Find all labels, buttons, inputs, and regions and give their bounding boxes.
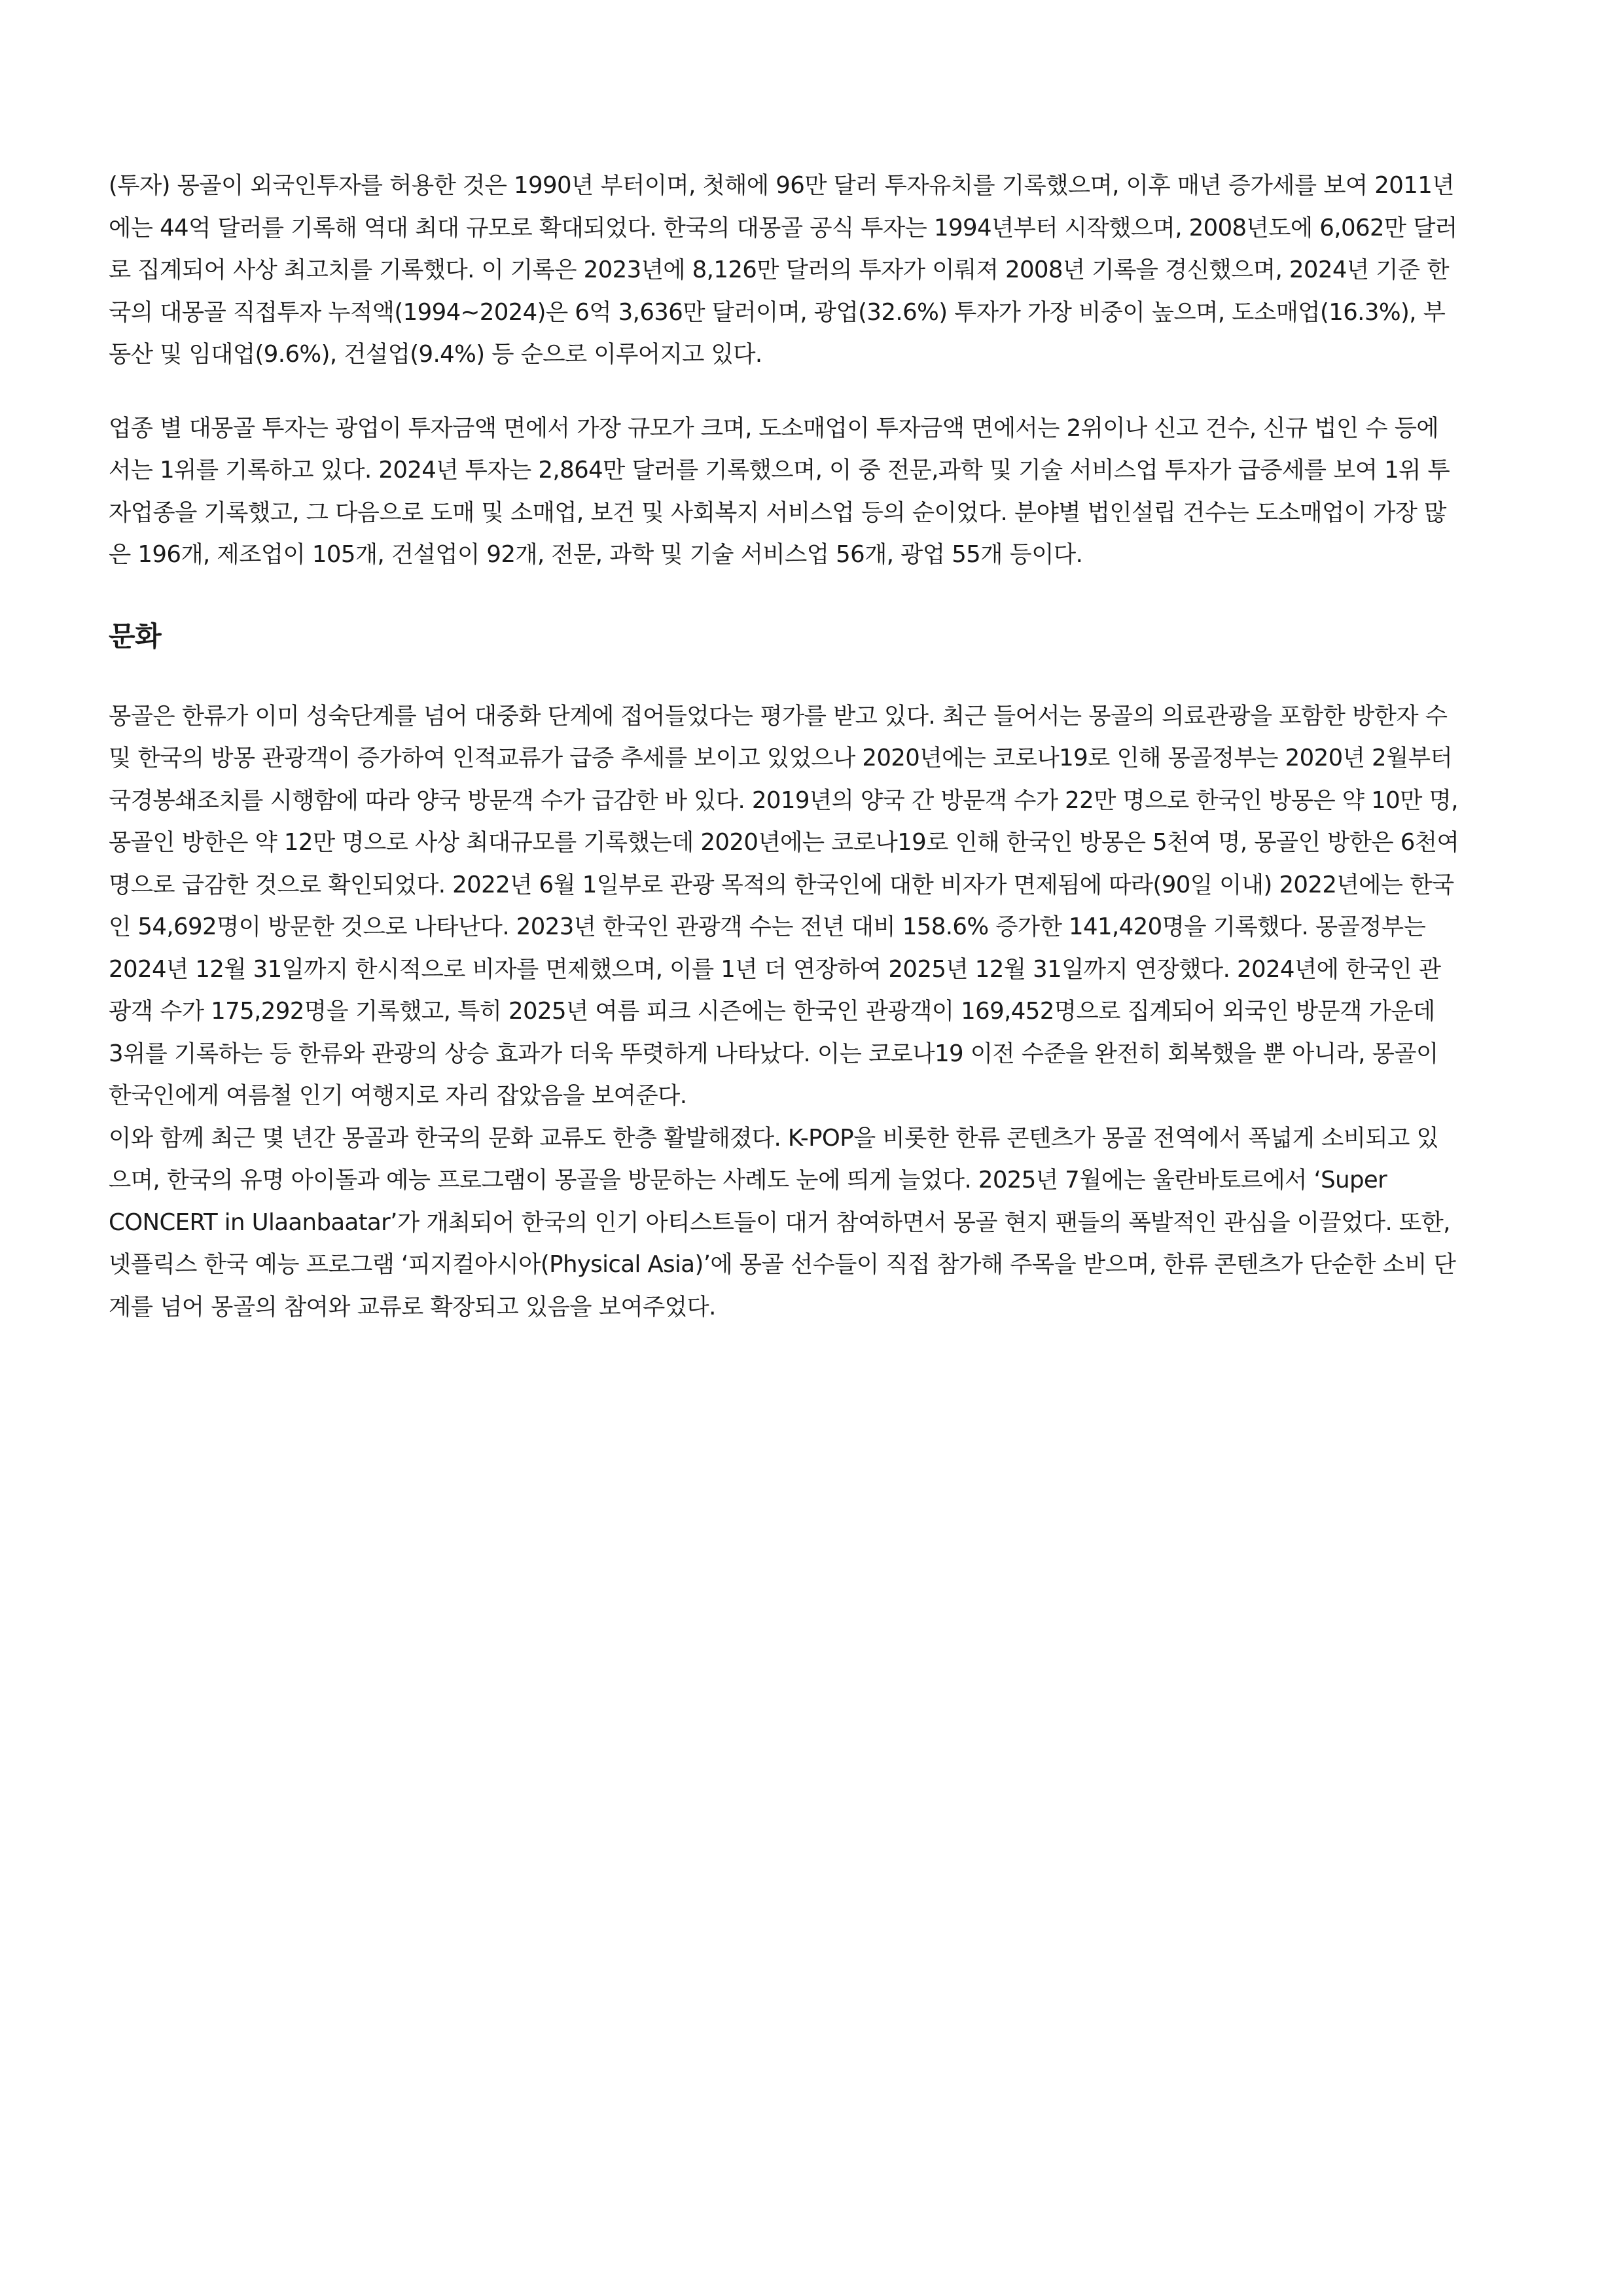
text-line: 은 196개, 제조업이 105개, 건설업이 92개, 전문, 과학 및 기술 서비스업 56개, 광업 55개 등이다.	[109, 541, 1083, 568]
text-line: 국의 대몽골 직접투자 누적액(1994~2024)은 6억 3,636만 달러이며, 광업(32.6%) 투자가 가장 비중이 높으며, 도소매업(16.3%), 부	[109, 298, 1446, 326]
text-line: 계를 넘어 몽골의 참여와 교류로 확장되고 있음을 보여주었다.	[109, 1293, 716, 1320]
text-line: 및 한국의 방몽 관광객이 증가하여 인적교류가 급증 추세를 보이고 있었으나 2020년에는 코로나19로 인해 몽골정부는 2020년 2월부터	[109, 745, 1453, 771]
text-line: 3위를 기록하는 등 한류와 관광의 상승 효과가 더욱 뚜렷하게 나타났다. 이는 코로나19 이전 수준을 완전히 회복했을 뿐 아니라, 몽골이	[109, 1040, 1438, 1067]
text-line: 명으로 급감한 것으로 확인되었다. 2022년 6월 1일부로 관광 목적의 한국인에 대한 비자가 면제됨에 따라(90일 이내) 2022년에는 한국	[109, 871, 1454, 898]
investment-paragraph-1	[109, 165, 1516, 376]
text-line: 에는 44억 달러를 기록해 역대 최대 규모로 확대되었다. 한국의 대몽골 공식 투자는 1994년부터 시작했으며, 2008년도에 6,062만 달러	[109, 214, 1457, 241]
text-line: 이와 함께 최근 몇 년간 몽골과 한국의 문화 교류도 한층 활발해졌다. K-POP을 비롯한 한류 콘텐츠가 몽골 전역에서 폭넓게 소비되고 있	[109, 1124, 1439, 1152]
text-line: 국경봉쇄조치를 시행함에 따라 양국 방문객 수가 급감한 바 있다. 2019년의 양국 간 방문객 수가 22만 명으로 한국인 방몽은 약 10만 명,	[109, 786, 1458, 814]
document-page	[109, 165, 1516, 1328]
investment-paragraph-2	[109, 408, 1516, 576]
text-line: 으며, 한국의 유명 아이돌과 예능 프로그램이 몽골을 방문하는 사례도 눈에 띄게 늘었다. 2025년 7월에는 울란바토르에서 ‘Super	[109, 1167, 1387, 1193]
culture-paragraph-1	[109, 696, 1516, 1118]
culture-heading: 문화	[109, 620, 162, 652]
text-line: 한국인에게 여름철 인기 여행지로 자리 잡았음을 보여준다.	[109, 1082, 687, 1109]
text-line: 인 54,692명이 방문한 것으로 나타난다. 2023년 한국인 관광객 수는 전년 대비 158.6% 증가한 141,420명을 기록했다. 몽골정부는	[109, 913, 1426, 940]
text-line: 넷플릭스 한국 예능 프로그램 ‘피지컬아시아(Physical Asia)’에 몽골 선수들이 직접 참가해 주목을 받으며, 한류 콘텐츠가 단순한 소비 단	[109, 1251, 1456, 1278]
text-line: 2024년 12월 31일까지 한시적으로 비자를 면제했으며, 이를 1년 더 연장하여 2025년 12월 31일까지 연장했다. 2024년에 한국인 관	[109, 955, 1441, 983]
text-line: 광객 수가 175,292명을 기록했고, 특히 2025년 여름 피크 시즌에는 한국인 관광객이 169,452명으로 집계되어 외국인 방문객 가운데	[109, 998, 1435, 1025]
text-line: 동산 및 임대업(9.6%), 건설업(9.4%) 등 순으로 이루어지고 있다.	[109, 341, 762, 368]
text-line: (투자) 몽골이 외국인투자를 허용한 것은 1990년 부터이며, 첫해에 96만 달러 투자유치를 기록했으며, 이후 매년 증가세를 보여 2011년	[109, 172, 1454, 199]
text-line: 몽골인 방한은 약 12만 명으로 사상 최대규모를 기록했는데 2020년에는 코로나19로 인해 한국인 방몽은 5천여 명, 몽골인 방한은 6천여	[109, 829, 1459, 856]
text-line: CONCERT in Ulaanbaatar’가 개최되어 한국의 인기 아티스트들이 대거 참여하면서 몽골 현지 팬들의 폭발적인 관심을 이끌었다. 또한,	[109, 1209, 1450, 1236]
text-line: 자업종을 기록했고, 그 다음으로 도매 및 소매업, 보건 및 사회복지 서비스업 등의 순이었다. 분야별 법인설립 건수는 도소매업이 가장 많	[109, 499, 1446, 526]
text-line: 서는 1위를 기록하고 있다. 2024년 투자는 2,864만 달러를 기록했으며, 이 중 전문,과학 및 기술 서비스업 투자가 급증세를 보여 1위 투	[109, 457, 1450, 484]
culture-paragraph-2	[109, 1118, 1516, 1329]
text-line: 몽골은 한류가 이미 성숙단계를 넘어 대중화 단계에 접어들었다는 평가를 받고 있다. 최근 들어서는 몽골의 의료관광을 포함한 방한자 수	[109, 702, 1448, 730]
text-line: 업종 별 대몽골 투자는 광업이 투자금액 면에서 가장 규모가 크며, 도소매업이 투자금액 면에서는 2위이나 신고 건수, 신규 법인 수 등에	[109, 414, 1439, 442]
text-line: 로 집계되어 사상 최고치를 기록했다. 이 기록은 2023년에 8,126만 달러의 투자가 이뤄져 2008년 기록을 경신했으며, 2024년 기준 한	[109, 256, 1449, 283]
